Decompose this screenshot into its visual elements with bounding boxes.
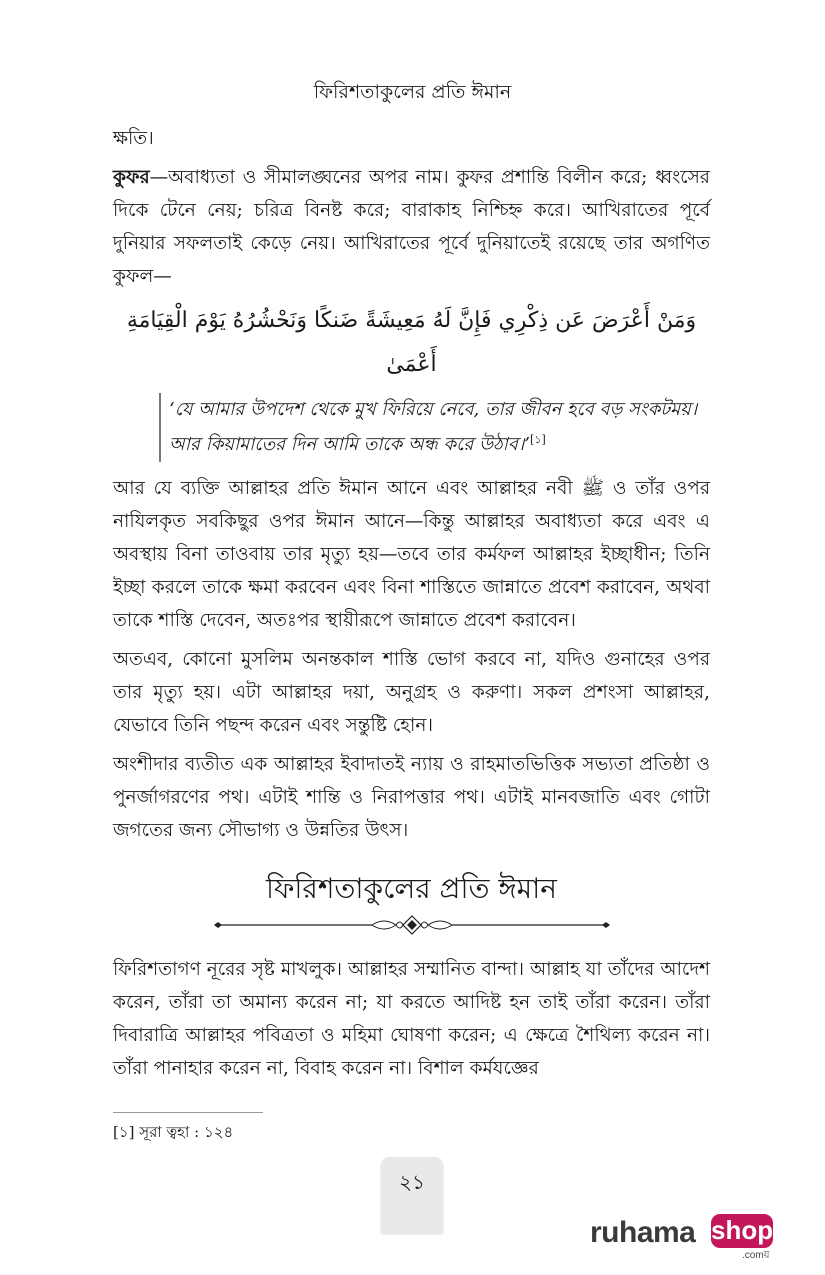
- watermark-word: ruhama: [590, 1216, 696, 1249]
- ornament-divider-icon: [212, 915, 612, 935]
- arabic-verse: وَمَنْ أَعْرَضَ عَن ذِكْرِي فَإِنَّ لَهُ مَعِيشَةً ضَنكًا وَنَحْشُرُهُ يَوْمَ الْقِيَامَةِ أَعْمَىٰ: [126, 308, 697, 377]
- watermark-suffix: .comয়: [742, 1250, 770, 1261]
- page-number-tab: [381, 1157, 443, 1233]
- footnote-text: সূরা ত্বহা : ১২৪: [139, 1123, 234, 1141]
- paragraph: আর যে ব্যক্তি আল্লাহর প্রতি ঈমান আনে এবং আল্লাহর নবী ﷺ ও তাঁর ওপর নাযিলকৃত সবকিছুর ওপর ঈমান আনে—কিন্তু আল্লাহর অবাধ্যতা করে এবং এ অবস্থায় বিনা তাওবায় তার মৃত্যু হয়—তবে তার কর্মফল আল্লাহর ইচ্ছাধীন; তিনি ইচ্ছা করলে তাকে ক্ষমা করবেন এবং বিনা শাস্তিতে জান্নাতে প্রবেশ করাবেন, অথবা তাকে শাস্তি দেবেন, অতঃপর স্থায়ীরূপে জান্নাতে প্রবেশ করাবেন।: [113, 478, 710, 631]
- page-body: [113, 122, 710, 1091]
- verse-translation-quote: [159, 393, 710, 462]
- running-title: ফিরিশতাকুলের প্রতি ঈমান: [313, 81, 512, 103]
- section-heading: ফিরিশতাকুলের প্রতি ঈমান: [265, 872, 558, 905]
- quote-line-2: আর কিয়ামাতের দিন আমি তাকে অন্ধ করে উঠাব।’: [169, 434, 531, 455]
- watermark-badge: shop: [711, 1214, 773, 1248]
- footnote-reference[interactable]: [১]: [530, 433, 546, 446]
- page-number: ২১: [399, 1170, 425, 1194]
- paragraph: অংশীদার ব্যতীত এক আল্লাহর ইবাদাতই ন্যায় ও রাহমাতভিত্তিক সভ্যতা প্রতিষ্ঠা ও পুনর্জাগরণের পথ। এটাই শান্তি ও নিরাপত্তার পথ। এটাই মানবজাতি এবং গোটা জগতের জন্য সৌভাগ্য ও উন্নতির উৎস।: [113, 754, 710, 841]
- footnote-item: [113, 1121, 413, 1146]
- quote-line-1: ‘যে আমার উপদেশ থেকে মুখ ফিরিয়ে নেবে, তার জীবন হবে বড় সংকটময়।: [169, 399, 698, 420]
- bold-term: কুফর: [113, 167, 150, 188]
- paragraph: অতএব, কোনো মুসলিম অনন্তকাল শাস্তি ভোগ করবে না, যদিও গুনাহের ওপর তার মৃত্যু হয়। এটা আল্লাহর দয়া, অনুগ্রহ ও করুণা। সকল প্রশংসা আল্লাহর, যেভাবে তিনি পছন্দ করেন এবং সন্তুষ্টি হোন।: [113, 649, 710, 736]
- footnote-marker: [১]: [113, 1123, 135, 1141]
- paragraph-text: —অবাধ্যতা ও সীমালঙ্ঘনের অপর নাম। কুফর প্রশান্তি বিলীন করে; ধ্বংসের দিকে টেনে নেয়; চরিত্র বিনষ্ট করে; বারাকাহ নিশ্চিহ্ন করে। আখিরাতের পূর্বে দুনিয়ার সফলতাই কেড়ে নেয়। আখিরাতের পূর্বে দুনিয়াতেই রয়েছে তার অগণিত কুফল—: [113, 167, 710, 287]
- paragraph: ক্ষতি।: [113, 128, 154, 149]
- watermark-logo: [590, 1210, 790, 1260]
- paragraph: [113, 161, 710, 293]
- footnotes: [113, 1112, 413, 1146]
- footnote-divider: [113, 1112, 263, 1113]
- paragraph: ফিরিশতাগণ নূরের সৃষ্ট মাখলুক। আল্লাহর সম্মানিত বান্দা। আল্লাহ যা তাঁদের আদেশ করেন, তাঁরা তা অমান্য করেন না; যা করতে আদিষ্ট হন তাই তাঁরা করেন। তাঁরা দিবারাত্রি আল্লাহর পবিত্রতা ও মহিমা ঘোষণা করেন; এ ক্ষেত্রে শৈথিল্য করেন না। তাঁরা পানাহার করেন না, বিবাহ করেন না। বিশাল কর্মযজ্ঞের: [113, 959, 710, 1079]
